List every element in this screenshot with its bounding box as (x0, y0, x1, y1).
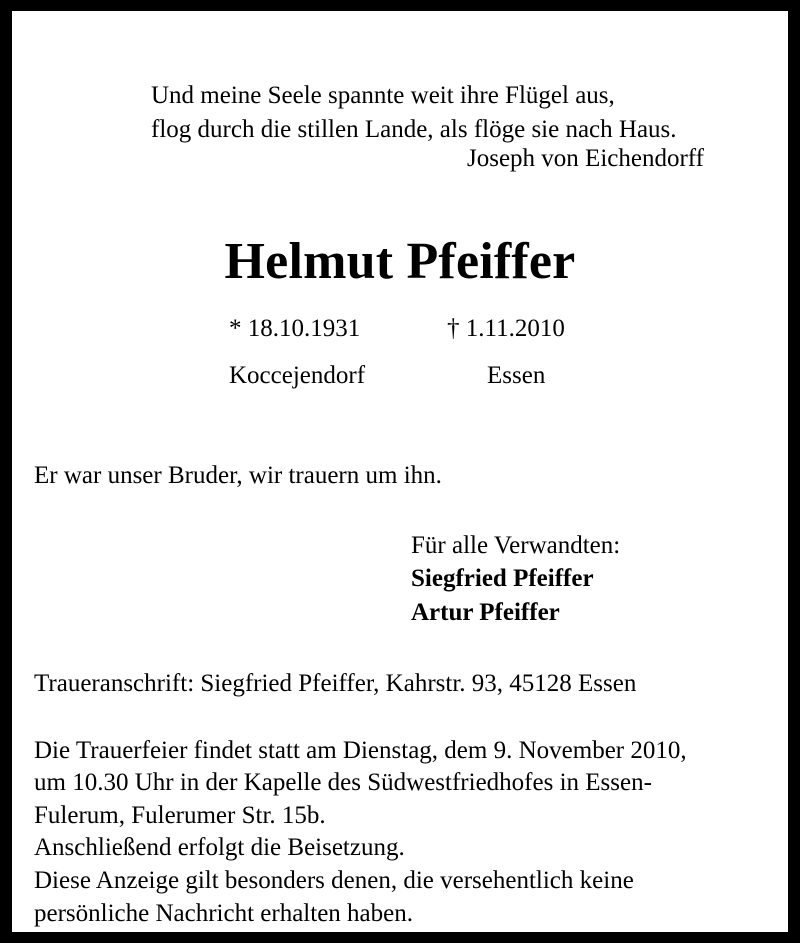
death-place: Essen (487, 362, 546, 389)
birth-place: Koccejendorf (229, 362, 366, 389)
poem-author: Joseph von Eichendorff (467, 145, 704, 172)
mourning-address: Traueranschrift: Siegfried Pfeiffer, Kahrstr. 93, 45128 Essen (34, 670, 637, 697)
ceremony-line: um 10.30 Uhr in der Kapelle des Südwestfriedhofes in Essen- (34, 769, 652, 796)
poem-line-1: Und meine Seele spannte weit ihre Flügel aus, (151, 82, 615, 109)
ceremony-line: Diese Anzeige gilt besonders denen, die versehentlich keine (34, 867, 634, 894)
poem-line-2: flog durch die stillen Lande, als flöge sie nach Haus. (151, 116, 677, 143)
family-message: Er war unser Bruder, wir trauern um ihn. (34, 462, 442, 489)
death-date: † 1.11.2010 (447, 315, 565, 342)
ceremony-line: Fulerum, Fulerumer Str. 15b. (34, 802, 326, 829)
birth-date: * 18.10.1931 (229, 315, 361, 342)
mourner-name: Artur Pfeiffer (411, 599, 560, 626)
ceremony-line: Anschließend erfolgt die Beisetzung. (34, 834, 405, 861)
ceremony-line: persönliche Nachricht erhalten haben. (34, 900, 413, 927)
mourner-name: Siegfried Pfeiffer (411, 565, 594, 592)
ceremony-line: Die Trauerfeier findet statt am Dienstag, dem 9. November 2010, (34, 737, 687, 764)
deceased-name: Helmut Pfeiffer (224, 233, 576, 290)
mourners-intro: Für alle Verwandten: (411, 532, 621, 559)
